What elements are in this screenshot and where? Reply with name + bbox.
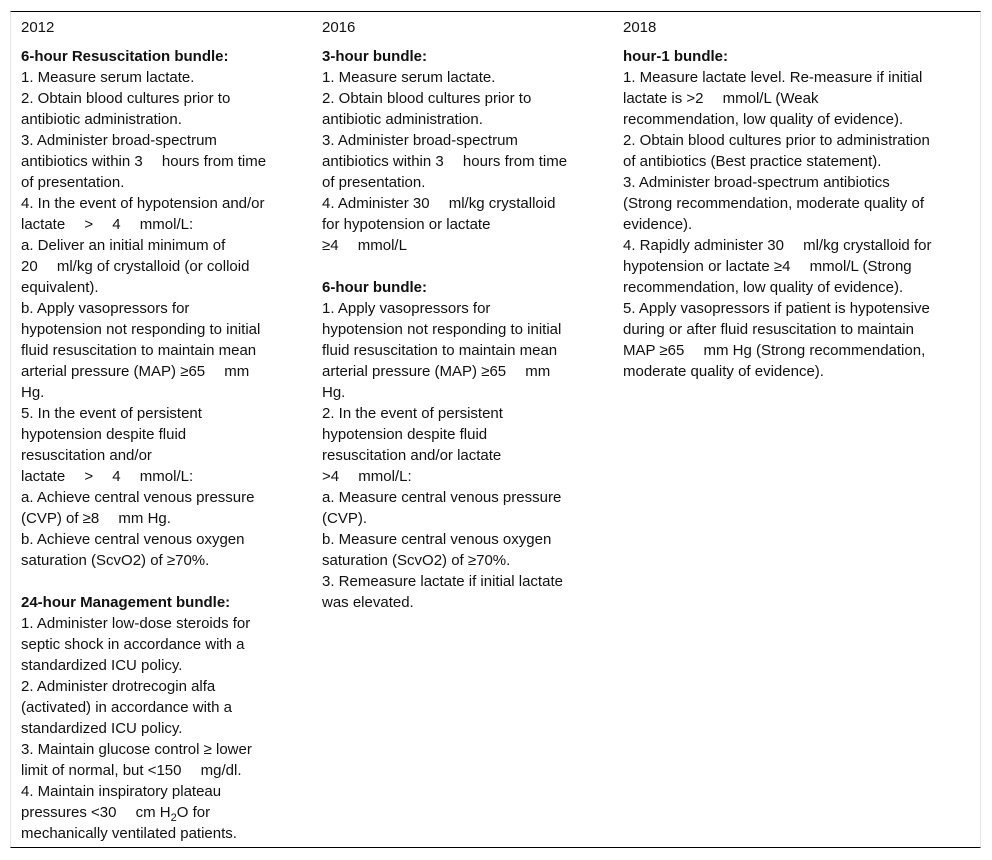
list-item: a. Deliver an initial minimum of [21, 237, 226, 254]
list-item: evidence). [623, 216, 693, 233]
h2o-subscript: 2 [170, 812, 177, 824]
list-item: antibiotic administration. [21, 111, 182, 128]
list-item: 1. Administer low-dose steroids for [21, 615, 251, 632]
list-item: resuscitation and/or lactate [322, 447, 502, 464]
bundle-comparison-table [10, 11, 981, 848]
section-spacer [322, 256, 613, 277]
list-item: equivalent). [21, 279, 99, 296]
list-item: 4. Maintain inspiratory plateau [21, 783, 222, 800]
section-body-6hour [322, 298, 613, 613]
list-item: lactate is >2 mmol/L (Weak [623, 90, 819, 107]
list-item: for hypotension or lactate [322, 216, 491, 233]
list-item: of antibiotics (Best practice statement). [623, 153, 882, 170]
list-item: 2. Obtain blood cultures prior to [21, 90, 231, 107]
list-item: 1. Measure lactate level. Re-measure if initial [623, 69, 923, 86]
list-item: limit of normal, but <150 mg/dl. [21, 762, 242, 779]
list-item: septic shock in accordance with a [21, 636, 245, 653]
list-item: hypotension despite fluid [21, 426, 187, 443]
list-item: saturation (ScvO2) of ≥70%. [21, 552, 210, 569]
list-item: 3. Administer broad-spectrum antibiotics [623, 174, 890, 191]
list-item-h2o [21, 802, 312, 823]
section-body-hour1 [623, 67, 982, 382]
cell-2012 [11, 46, 312, 844]
list-item: standardized ICU policy. [21, 720, 183, 737]
list-item: ≥4 mmol/L [322, 237, 407, 254]
list-item: 2. In the event of persistent [322, 405, 503, 422]
list-item: 1. Measure serum lactate. [21, 69, 195, 86]
header-2018: 2018 [623, 19, 657, 36]
list-item: arterial pressure (MAP) ≥65 mm [322, 363, 551, 380]
h2o-post: O for [176, 804, 211, 821]
table [11, 12, 982, 844]
section-body-3hour [322, 67, 613, 256]
content-row [11, 46, 982, 844]
section-title-3hour: 3-hour bundle: [322, 48, 427, 65]
list-item: b. Measure central venous oxygen [322, 531, 552, 548]
list-item: 3. Administer broad-spectrum [21, 132, 217, 149]
list-item: (CVP) of ≥8 mm Hg. [21, 510, 171, 527]
list-item: lactate > 4 mmol/L: [21, 216, 194, 233]
section-title-24hour-management: 24-hour Management bundle: [21, 594, 231, 611]
list-item: moderate quality of evidence). [623, 363, 824, 380]
list-item: 5. In the event of persistent [21, 405, 202, 422]
list-item: mechanically ventilated patients. [21, 825, 237, 842]
list-item: recommendation, low quality of evidence). [623, 111, 904, 128]
list-item: standardized ICU policy. [21, 657, 183, 674]
list-item: 3. Remeasure lactate if initial lactate [322, 573, 563, 590]
list-item: >4 mmol/L: [322, 468, 412, 485]
list-item: resuscitation and/or [21, 447, 152, 464]
list-item: antibiotic administration. [322, 111, 483, 128]
list-item: hypotension not responding to initial [322, 321, 562, 338]
list-item: antibiotics within 3 hours from time [21, 153, 267, 170]
section-body-6hour-resuscitation [21, 67, 312, 571]
header-2012: 2012 [21, 19, 55, 36]
list-item: of presentation. [322, 174, 426, 191]
list-item: (Strong recommendation, moderate quality of [623, 195, 924, 212]
list-item: MAP ≥65 mm Hg (Strong recommendation, [623, 342, 926, 359]
list-item: (activated) in accordance with a [21, 699, 232, 716]
list-item: b. Apply vasopressors for [21, 300, 190, 317]
list-item: Hg. [21, 384, 45, 401]
section-spacer [21, 571, 312, 592]
list-item: 3. Administer broad-spectrum [322, 132, 518, 149]
list-item: b. Achieve central venous oxygen [21, 531, 245, 548]
list-item: 4. Administer 30 ml/kg crystalloid [322, 195, 556, 212]
list-item: 2. Obtain blood cultures prior to administration [623, 132, 930, 149]
list-item: 1. Measure serum lactate. [322, 69, 496, 86]
list-item: a. Achieve central venous pressure [21, 489, 255, 506]
list-item: hypotension or lactate ≥4 mmol/L (Strong [623, 258, 912, 275]
cell-2018 [613, 46, 982, 844]
list-item: recommendation, low quality of evidence). [623, 279, 904, 296]
list-item: 4. In the event of hypotension and/or [21, 195, 265, 212]
list-item: arterial pressure (MAP) ≥65 mm [21, 363, 250, 380]
list-item: hypotension despite fluid [322, 426, 488, 443]
list-item: 1. Apply vasopressors for [322, 300, 491, 317]
h2o-pre: pressures <30 cm H [21, 804, 171, 821]
list-item: was elevated. [322, 594, 414, 611]
header-2016: 2016 [322, 19, 356, 36]
list-item: lactate > 4 mmol/L: [21, 468, 194, 485]
list-item: of presentation. [21, 174, 125, 191]
list-item: 20 ml/kg of crystalloid (or colloid [21, 258, 250, 275]
section-title-6hour-resuscitation: 6-hour Resuscitation bundle: [21, 48, 229, 65]
list-item: 4. Rapidly administer 30 ml/kg crystalloid for [623, 237, 932, 254]
list-item: fluid resuscitation to maintain mean [21, 342, 257, 359]
section-title-6hour: 6-hour bundle: [322, 279, 427, 296]
cell-2016 [312, 46, 613, 844]
list-item: 2. Administer drotrecogin alfa [21, 678, 216, 695]
header-row [11, 12, 982, 46]
list-item: 5. Apply vasopressors if patient is hypotensive [623, 300, 930, 317]
list-item: antibiotics within 3 hours from time [322, 153, 568, 170]
list-item: a. Measure central venous pressure [322, 489, 562, 506]
section-title-hour1: hour-1 bundle: [623, 48, 728, 65]
list-item: during or after fluid resuscitation to maintain [623, 321, 914, 338]
list-item: 3. Maintain glucose control ≥ lower [21, 741, 252, 758]
list-item: saturation (ScvO2) of ≥70%. [322, 552, 511, 569]
section-body-24hour-management [21, 613, 312, 844]
list-item: (CVP). [322, 510, 367, 527]
list-item: Hg. [322, 384, 346, 401]
list-item: fluid resuscitation to maintain mean [322, 342, 558, 359]
list-item: hypotension not responding to initial [21, 321, 261, 338]
list-item: 2. Obtain blood cultures prior to [322, 90, 532, 107]
